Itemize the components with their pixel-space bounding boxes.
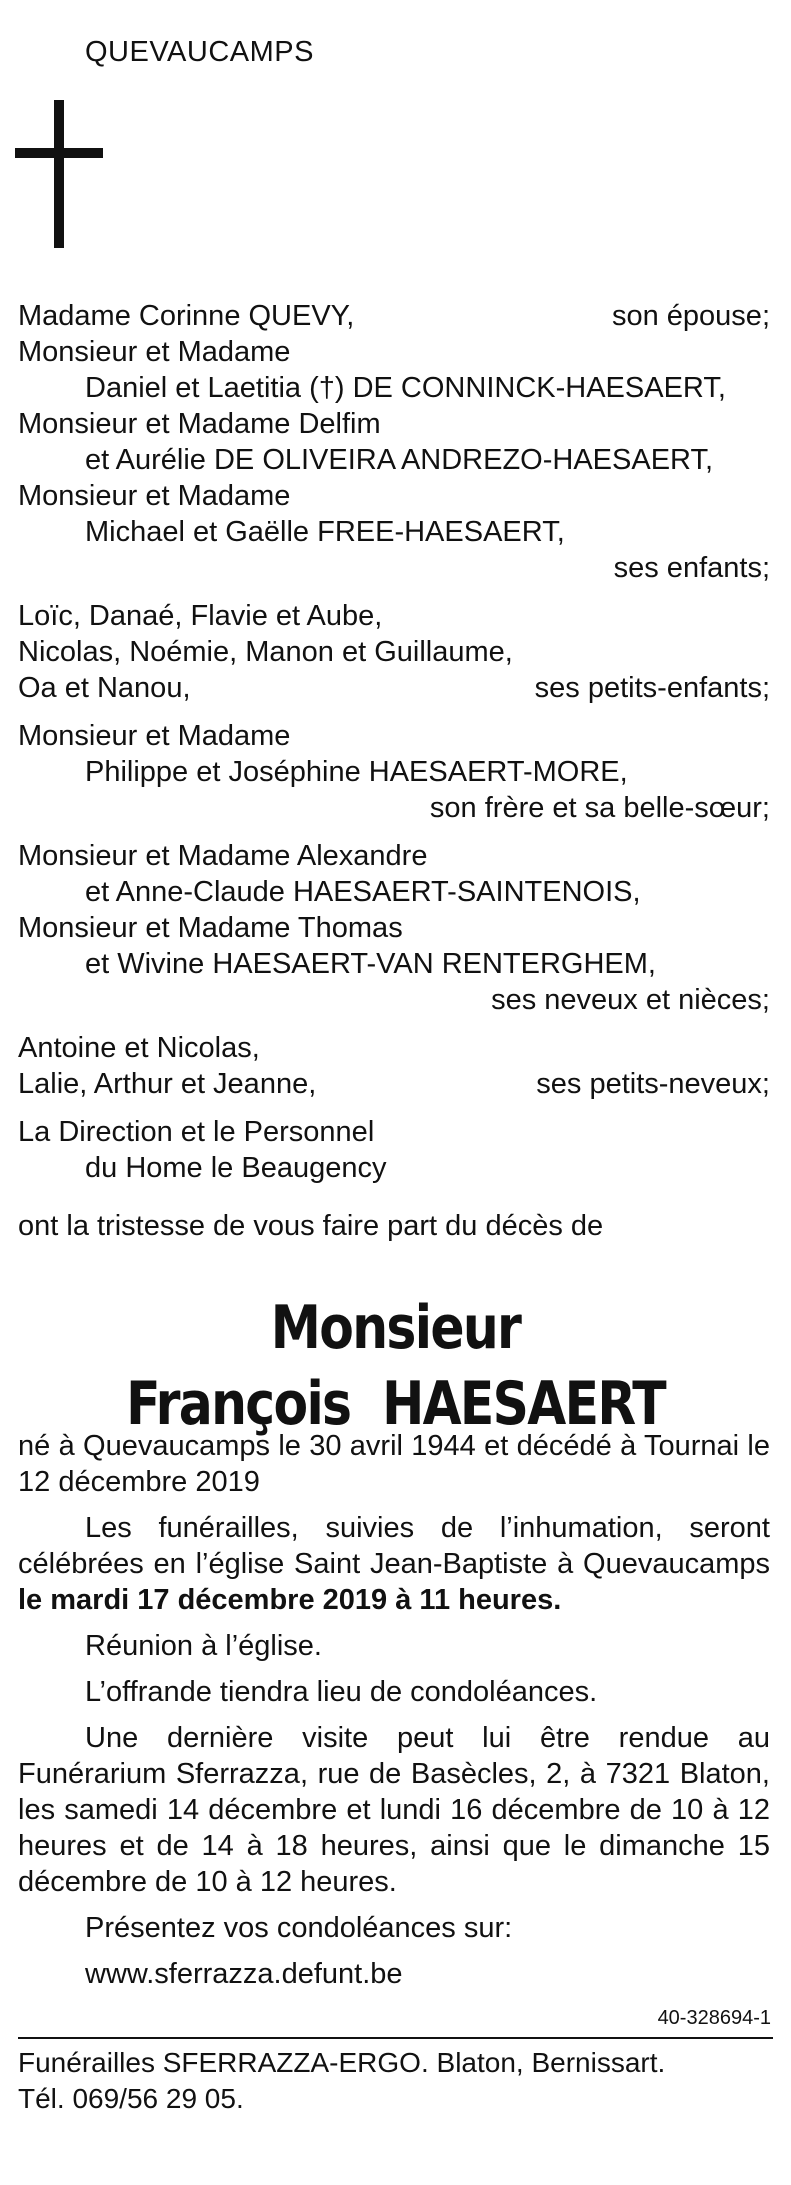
location-heading: QUEVAUCAMPS bbox=[85, 36, 314, 68]
visit-info: Une dernière visite peut lui être rendue au Funérarium Sferrazza, rue de Basècles, 2, à 7321 Blaton, les samedi 14 décembre et lundi 16 décembre de 10 à 12 heures et de 14 à 18 heures, ainsi que le dimanche 15 décembre de 10 à 12 heures. bbox=[18, 1722, 770, 1898]
funeral-home-footer bbox=[18, 2045, 665, 2117]
family-line bbox=[18, 298, 770, 334]
family-line: et Wivine HAESAERT-VAN RENTERGHEM, bbox=[85, 948, 656, 980]
family-line: Lalie, Arthur et Jeanne, ses petits-neveux; bbox=[18, 1068, 770, 1100]
condolences-website[interactable]: www.sferrazza.defunt.be bbox=[85, 1958, 403, 1990]
family-line: et Anne-Claude HAESAERT-SAINTENOIS, bbox=[85, 876, 641, 908]
divider bbox=[18, 2037, 773, 2039]
funeral-home-name: Funérailles SFERRAZZA-ERGO. Blaton, Bernissart. bbox=[18, 2047, 666, 2078]
family-line: Loïc, Danaé, Flavie et Aube, bbox=[18, 600, 383, 632]
family-line: Monsieur et Madame bbox=[18, 480, 291, 512]
family-line: La Direction et le Personnel bbox=[18, 1116, 375, 1148]
deceased-title: Monsieur bbox=[270, 1293, 521, 1363]
relation-label: son frère et sa belle-sœur; bbox=[429, 792, 770, 824]
family-line: Oa et Nanou, ses petits-enfants; bbox=[18, 672, 770, 704]
family-line: Monsieur et Madame bbox=[18, 336, 291, 368]
relation-label: ses neveux et nièces; bbox=[491, 984, 770, 1016]
family-line: Monsieur et Madame bbox=[18, 720, 291, 752]
family-line: Monsieur et Madame Thomas bbox=[18, 912, 403, 944]
condolences-info: Présentez vos condoléances sur: bbox=[85, 1912, 513, 1944]
family-line bbox=[18, 550, 770, 586]
relation-label: ses petits-enfants; bbox=[534, 672, 770, 704]
announcement-intro: ont la tristesse de vous faire part du décès de bbox=[18, 1210, 604, 1242]
family-line: Monsieur et Madame Alexandre bbox=[18, 840, 428, 872]
wife-name: Madame Corinne QUEVY, bbox=[18, 300, 355, 332]
family-line: Nicolas, Noémie, Manon et Guillaume, bbox=[18, 636, 513, 668]
deceased-name: François HAESAERT bbox=[126, 1369, 665, 1439]
family-line bbox=[18, 982, 770, 1018]
family-list bbox=[18, 298, 770, 1186]
family-line bbox=[18, 790, 770, 826]
latin-cross-icon bbox=[15, 100, 103, 248]
funeral-home-phone: Tél. 069/56 29 05. bbox=[18, 2083, 244, 2114]
funeral-date: le mardi 17 décembre 2019 à 11 heures. bbox=[18, 1584, 562, 1616]
family-line: Michael et Gaëlle FREE-HAESAERT, bbox=[85, 516, 565, 548]
reference-number: 40-328694-1 bbox=[657, 2007, 771, 2029]
birth-death-info: né à Quevaucamps le 30 avril 1944 et décédé à Tournai le 12 décembre 2019 bbox=[18, 1430, 770, 1498]
notice-body bbox=[18, 1428, 770, 1992]
meeting-info: Réunion à l’église. bbox=[85, 1630, 322, 1662]
offering-info: L’offrande tiendra lieu de condoléances. bbox=[85, 1676, 598, 1708]
funeral-info: Les funérailles, suivies de l’inhumation, seront célébrées en l’église Saint Jean-Baptiste à Quevaucamps le mardi 17 décembre 2019 à 11 heures. bbox=[18, 1512, 770, 1616]
family-line: Antoine et Nicolas, bbox=[18, 1032, 260, 1064]
family-line: et Aurélie DE OLIVEIRA ANDREZO-HAESAERT, bbox=[85, 444, 714, 476]
deceased-name-block bbox=[63, 1290, 727, 1442]
relation-label: ses enfants; bbox=[613, 552, 770, 584]
family-line: Monsieur et Madame Delfim bbox=[18, 408, 381, 440]
relation-label: ses petits-neveux; bbox=[536, 1068, 770, 1100]
family-line: du Home le Beaugency bbox=[85, 1152, 387, 1184]
relation-label: son épouse; bbox=[611, 300, 770, 332]
family-line: Daniel et Laetitia (†) DE CONNINCK-HAESAERT, bbox=[85, 372, 726, 404]
family-line: Philippe et Joséphine HAESAERT-MORE, bbox=[85, 756, 628, 788]
